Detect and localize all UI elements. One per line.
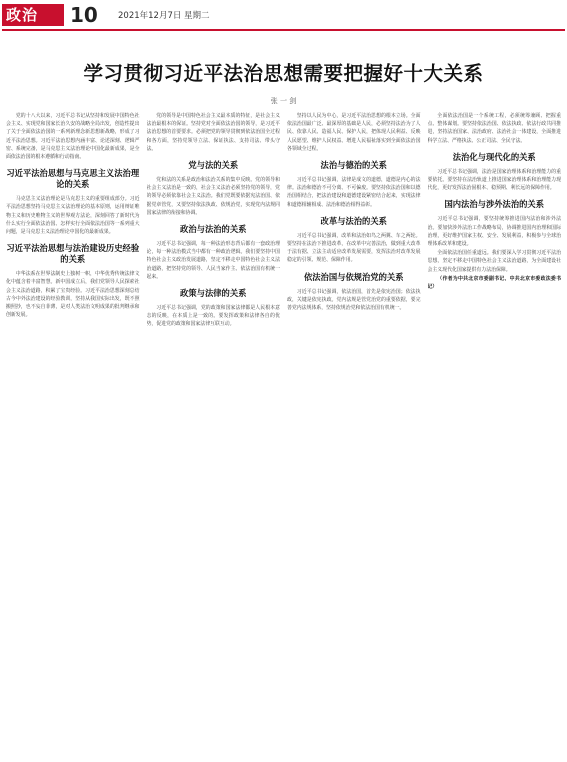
- article-author: 张 一 剑: [270, 97, 297, 105]
- paragraph: 习近平总书记强调，法治是国家治理体系和治理能力的重要依托。要坚持在法治轨道上推进国家治理体系和治理能力现代化，更好发挥法治固根本、稳预期、利长远的保障作用。: [427, 168, 561, 192]
- section-heading: 法治化与现代化的关系: [452, 151, 536, 162]
- paragraph: 中华法系在世界法制史上独树一帜，中华优秀传统法律文化中蕴含着丰富智慧。新中国成立后，我们党领导人民探索社会主义法治道路，积累了宝贵经验。习近平法治思想深刻总结古今中外法治建设的经验教训，坚持从我国实际出发，既不照搬照抄，也不妄自菲薄，是对人类法治文明成果的批判继承和创新发展。: [6, 271, 140, 319]
- section-heading: 习近平法治思想与法治建设历史经验的关系: [6, 243, 140, 265]
- paragraph: 坚持以人民为中心，是习近平法治思想的根本立场。全面依法治国最广泛、最深厚的基础是人民，必须坚持法治为了人民、依靠人民、造福人民、保护人民，把体现人民利益、反映人民愿望、维护人民权益、增进人民福祉落实到全面依法治国各领域全过程。: [287, 113, 421, 152]
- section-heading: 依法治国与依规治党的关系: [303, 271, 404, 282]
- header-rule: [2, 29, 565, 31]
- section-heading: 习近平法治思想与马克思主义法治理论的关系: [6, 168, 140, 190]
- article-title: 学习贯彻习近平法治思想需要把握好十大关系: [83, 62, 484, 85]
- paragraph: 习近平总书记强调，党的政策和国家法律都是人民根本意志的反映，在本质上是一致的。要发挥政策和法律各自的优势，促进党的政策和国家法律互联互动。: [146, 305, 280, 328]
- author-note: （作者为中共北京市委副书记、中共北京市委政法委书记）: [427, 275, 561, 291]
- article-column-1: [6, 112, 140, 757]
- paragraph: 党和法的关系是政治和法治关系的集中反映。党的领导和社会主义法治是一致的，社会主义法治必须坚持党的领导，党的领导必须依靠社会主义法治。我们党既要依据宪法治国、依据党章管党，又要坚持依法执政、依规治党，实现党内法规同国家法律的衔接和协调。: [146, 177, 280, 216]
- section-heading: 国内法治与涉外法治的关系: [444, 199, 545, 210]
- paragraph: 党的十八大以来，习近平总书记从坚持和发展中国特色社会主义、实现党和国家长治久安的战略全局出发，创造性提出了关于全面依法治国的一系列新理念新思想新战略，形成了习近平法治思想。习近平法治思想内涵丰富、论述深刻、逻辑严密、系统完备，是马克思主义法治理论中国化最新成果，是全面依法治国的根本遵循和行动指南。: [6, 113, 140, 161]
- paragraph: 全面依法治国任重道远。我们要深入学习贯彻习近平法治思想，坚定不移走中国特色社会主义法治道路，为全面建设社会主义现代化国家提供有力法治保障。: [427, 250, 561, 273]
- page-number: 10: [70, 3, 98, 27]
- section-heading: 政策与法律的关系: [180, 288, 247, 299]
- article-column-3: [287, 112, 421, 757]
- paragraph: 习近平总书记强调，每一种法治形态背后都有一套政治理论，每一种法治模式当中都有一种政治逻辑。我们要坚持中国特色社会主义政治发展道路，坚定不移走中国特色社会主义法治道路，把坚持党的领导、人民当家作主、依法治国有机统一起来。: [146, 241, 280, 280]
- paragraph: 习近平总书记强调，依法治国，首先是依宪治国；依法执政，关键是依宪执政。党内法规是管党治党的重要依据，要完善党内法规体系，坚持依规治党和依法治国有机统一。: [287, 288, 421, 312]
- issue-date: 2021年12月7日 星期二: [118, 11, 210, 21]
- paragraph: 习近平总书记强调，要坚持统筹推进国内法治和涉外法治。要加快涉外法治工作战略布局，协调推进国内治理和国际治理，更好维护国家主权、安全、发展利益，积极参与全球治理体系改革和建设。: [427, 216, 561, 248]
- section-heading: 政治与法治的关系: [180, 224, 247, 235]
- paragraph: 习近平总书记强调，改革和法治如鸟之两翼、车之两轮。要坚持在法治下推进改革，在改革中完善法治，做到重大改革于法有据、立法主动适应改革发展需要，发挥法治对改革发展稳定的引领、规范、保障作用。: [287, 232, 421, 264]
- paragraph: 全面依法治国是一个系统工程，必须统筹兼顾、把握重点、整体谋划。要坚持依法治国、依法执政、依法行政共同推进，坚持法治国家、法治政府、法治社会一体建设，全面推进科学立法、严格执法、公正司法、全民守法。: [427, 113, 561, 144]
- section-heading: 改革与法治的关系: [320, 215, 387, 226]
- section-heading: 党与法的关系: [188, 160, 239, 171]
- paragraph: 马克思主义法治理论是马克思主义的重要组成部分。习近平法治思想坚持马克思主义法治理论的基本原则，运用辩证唯物主义和历史唯物主义的世界观方法论，深刻回答了新时代为什么实行全面依法治国、怎样实行全面依法治国等一系列重大问题，是马克思主义法治理论中国化的最新成果。: [6, 196, 140, 236]
- article-column-2: [147, 112, 281, 757]
- article-column-4: [428, 112, 562, 757]
- paragraph: 习近平总书记强调，法律是成文的道德，道德是内心的法律。法治和德治不可分离、不可偏废。要坚持依法治国和以德治国相结合，把法治建设和道德建设紧密结合起来，实现法律和道德相辅相成、法治和德治相得益彰。: [287, 177, 421, 208]
- page-header: [0, 0, 567, 30]
- section-label: 政治: [2, 4, 64, 26]
- section-heading: 法治与德治的关系: [320, 160, 387, 171]
- article-body: [6, 112, 561, 757]
- paragraph: 党的领导是中国特色社会主义最本质的特征，是社会主义法治最根本的保证。坚持党对全面依法治国的领导，是习近平法治思想的首要要求。必须把党的领导贯彻到依法治国全过程和各方面，坚持党领导立法、保证执法、支持司法、带头守法。: [146, 113, 280, 152]
